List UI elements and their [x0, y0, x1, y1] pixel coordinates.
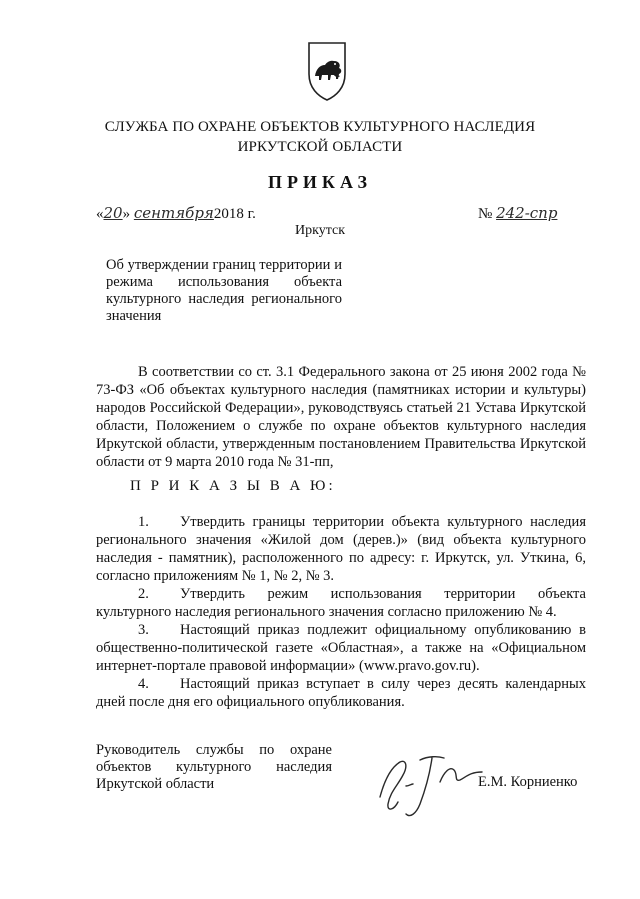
signer-name: Е.М. Корниенко — [478, 774, 578, 790]
order-item-2 — [96, 585, 586, 621]
handwritten-signature-icon — [370, 742, 490, 822]
document-subject: Об утверждении границ территории и режима использования объекта культурного наследия регионального значения — [106, 257, 342, 324]
item-number: 4. — [138, 676, 149, 692]
document-type-title: ПРИКАЗ — [267, 172, 373, 192]
date-month: сентября — [133, 204, 214, 222]
item-number: 1. — [138, 514, 149, 530]
number-prefix: № — [478, 206, 493, 222]
number-value: 242-спр — [496, 204, 558, 222]
order-heading: П Р И К А З Ы В А Ю: — [130, 478, 336, 494]
item-number: 3. — [138, 622, 149, 638]
item-text: Утвердить режим использования территории объекта культурного наследия регионального значения согласно приложению № 4. — [96, 586, 586, 620]
item-text: Утвердить границы территории объекта культурного наследия регионального значения «Жилой дом (дерев.)» (вид объекта культурного наследия - памятник), расположенного по адресу: г. Иркутск, ул. Уткина, 6, согласно приложениям № 1, № 2, № 3. — [96, 514, 586, 584]
item-text: Настоящий приказ подлежит официальному опубликованию в общественно-политической газете «Областная», а также на «Официальном интернет-портале правовой информации» (www.pravo.gov.ru). — [96, 622, 586, 674]
preamble-paragraph: В соответствии со ст. 3.1 Федерального закона от 25 июня 2002 года № 73-ФЗ «Об объектах культурного наследия (памятниках истории и культуры) народов Российской Федерации», руководствуясь статьей 21 Устава Иркутской области, Положением о службе по охране объектов культурного наследия Иркутской области, утвержденным постановлением Правительства Иркутской области от 9 марта 2010 года № 31-пп, — [96, 364, 586, 470]
document-city: Иркутск — [294, 223, 346, 238]
coat-of-arms-icon — [306, 40, 348, 102]
organization-line-1: СЛУЖБА ПО ОХРАНЕ ОБЪЕКТОВ КУЛЬТУРНОГО НАСЛЕДИЯ — [104, 119, 536, 135]
organization-line-2: ИРКУТСКОЙ ОБЛАСТИ — [237, 139, 403, 155]
order-item-4 — [96, 675, 586, 711]
document-date — [96, 204, 256, 223]
date-year: 2018 г. — [213, 206, 256, 222]
order-item-1 — [96, 513, 586, 585]
date-day: 20 — [103, 204, 123, 222]
order-items — [96, 513, 586, 711]
item-text: Настоящий приказ вступает в силу через десять календарных дней после дня его официального опубликования. — [96, 676, 586, 710]
date-close-quote: » — [122, 206, 131, 222]
organization-name — [0, 117, 640, 157]
document-number — [478, 204, 557, 223]
date-open-quote: « — [96, 206, 104, 222]
order-item-3 — [96, 621, 586, 675]
item-number: 2. — [138, 586, 149, 602]
signer-position: Руководитель службы по охране объектов культурного наследия Иркутской области — [96, 742, 332, 792]
